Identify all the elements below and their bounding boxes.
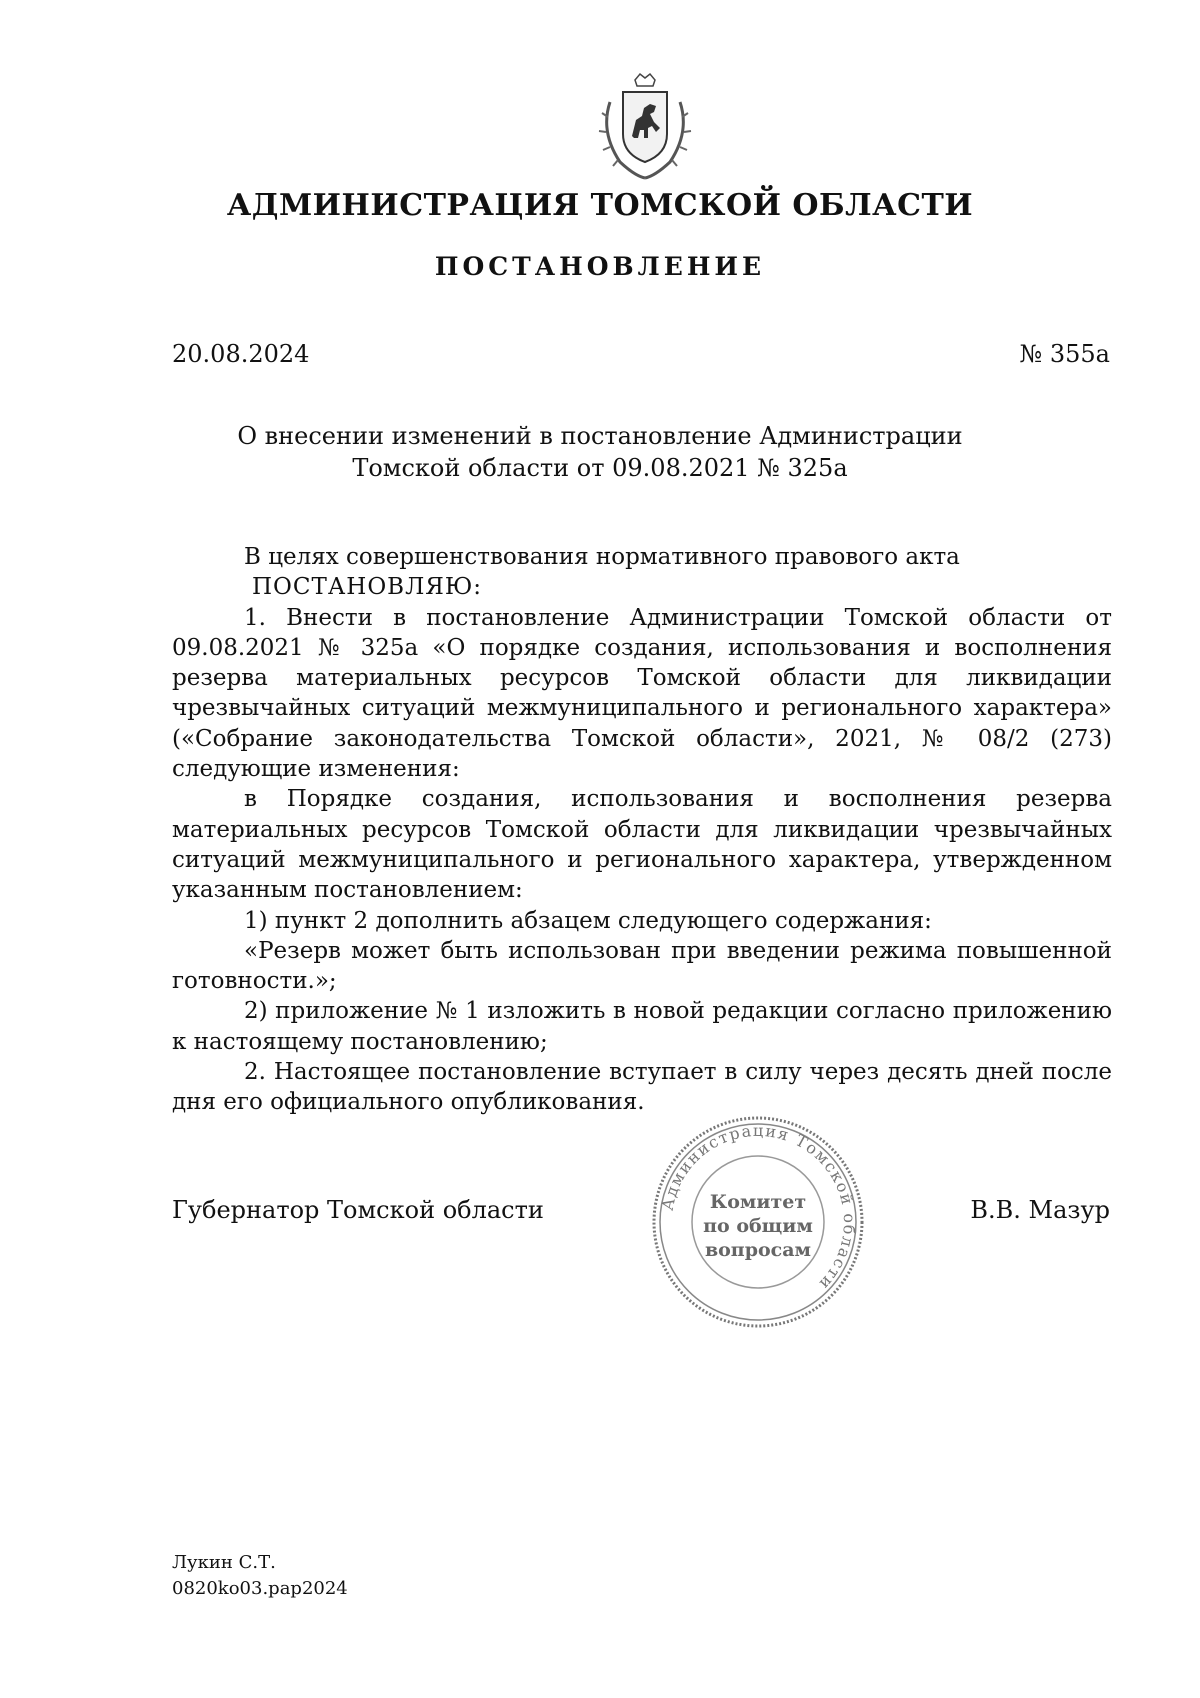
signatory-position: Губернатор Томской области	[172, 1196, 544, 1224]
official-seal	[648, 1112, 868, 1332]
file-code: 0820ko03.pap2024	[172, 1578, 348, 1599]
body-paragraph: в Порядке создания, использования и восполнения резерва материальных ресурсов Томской области для ликвидации чрезвычайных ситуаций межмуниципального и регионального характера, утвержденном указанным постановлением:	[172, 786, 1112, 904]
document-type: ПОСТАНОВЛЕНИЕ	[434, 252, 766, 281]
organization-title: АДМИНИСТРАЦИЯ ТОМСКОЙ ОБЛАСТИ	[226, 188, 974, 223]
document-number: № 355а	[1019, 340, 1110, 368]
subject-line: Томской области от 09.08.2021 № 325а	[352, 454, 848, 482]
seal-ring-text: Администрация Томской области	[657, 1120, 860, 1295]
document-footer	[172, 1550, 348, 1602]
body-paragraph: 2. Настоящее постановление вступает в силу через десять дней после дня его официального опубликования.	[172, 1059, 1112, 1116]
body-paragraph: 1. Внести в постановление Администрации Томской области от 09.08.2021 № 325а «О порядке создания, использования и восполнения резерва материальных ресурсов Томской области для ликвидации чрезвычайных ситуаций межмуниципального и регионального характера» («Собрание законодательства Томской области», 2021, № 08/2 (273) следующие изменения:	[172, 604, 1112, 783]
body-paragraph: «Резерв может быть использован при введении режима повышенной готовности.»;	[172, 937, 1112, 995]
seal-center-text: Комитет	[709, 1191, 807, 1213]
body-paragraph: 2) приложение № 1 изложить в новой редакции согласно приложению к настоящему постановлению;	[172, 998, 1112, 1055]
signatory-name: В.В. Мазур	[970, 1196, 1110, 1224]
subject-line: О внесении изменений в постановление Администрации	[237, 422, 963, 450]
seal-center-text: вопросам	[704, 1239, 812, 1261]
body-paragraph: 1) пункт 2 дополнить абзацем следующего содержания:	[244, 907, 932, 934]
document-body	[172, 542, 1112, 1118]
executor-name: Лукин С.Т.	[172, 1552, 276, 1573]
document-date: 20.08.2024	[172, 340, 310, 368]
seal-center-text: по общим	[703, 1215, 813, 1237]
coat-of-arms-icon	[590, 72, 700, 182]
document-subject	[0, 420, 1200, 484]
body-paragraph: В целях совершенствования нормативного правового акта	[244, 544, 960, 570]
decree-keyword: ПОСТАНОВЛЯЮ:	[252, 574, 483, 601]
